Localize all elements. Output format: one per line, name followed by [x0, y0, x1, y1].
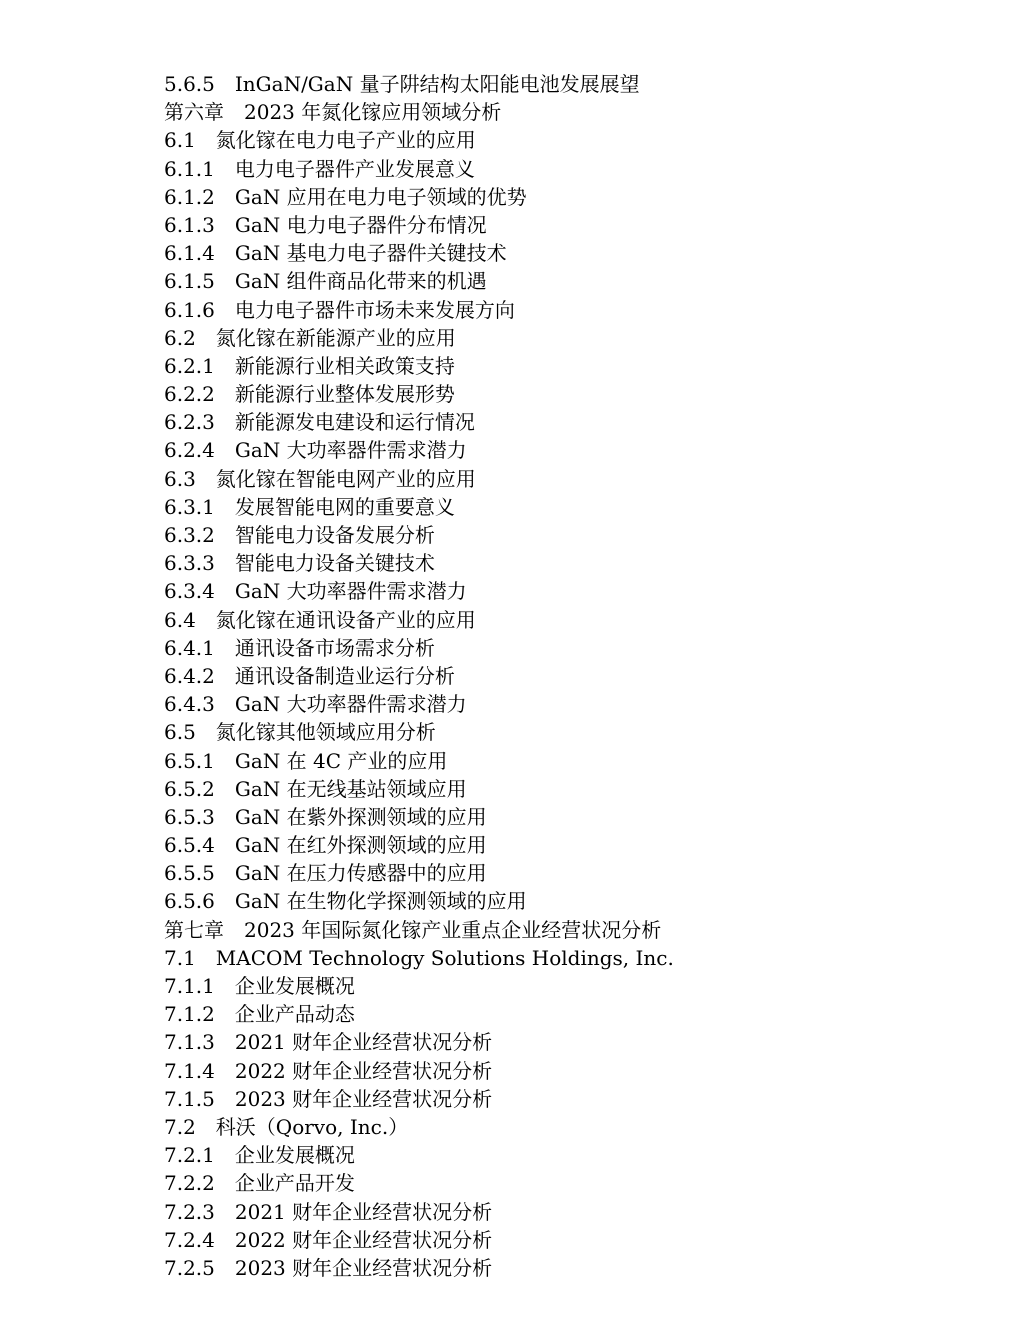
toc-line: 6.2.1 新能源行业相关政策支持: [164, 353, 455, 378]
toc-line: 6.4.2 通讯设备制造业运行分析: [164, 663, 455, 688]
toc-line: 6.4.1 通讯设备市场需求分析: [164, 635, 435, 660]
toc-line: 7.2.3 2021 财年企业经营状况分析: [164, 1199, 493, 1224]
chapter-heading: 第七章 2023 年国际氮化镓产业重点企业经营状况分析: [164, 917, 662, 942]
toc-line: 6.5 氮化镓其他领域应用分析: [164, 720, 436, 745]
toc-line: 7.1.4 2022 财年企业经营状况分析: [164, 1058, 493, 1083]
toc-line: 7.1.3 2021 财年企业经营状况分析: [164, 1030, 493, 1055]
toc-line: 6.1.2 GaN 应用在电力电子领域的优势: [164, 184, 527, 209]
toc-line: 5.6.5 InGaN/GaN 量子阱结构太阳能电池发展展望: [164, 72, 640, 96]
toc-line: 7.2.4 2022 财年企业经营状况分析: [164, 1227, 493, 1252]
toc-line: 6.5.1 GaN 在 4C 产业的应用: [164, 748, 448, 773]
toc-line: 6.2.2 新能源行业整体发展形势: [164, 382, 455, 407]
toc-line: 7.2 科沃（Qorvo, Inc.）: [164, 1114, 409, 1139]
toc-line: 7.2.5 2023 财年企业经营状况分析: [164, 1255, 493, 1280]
toc-line: 6.2.3 新能源发电建设和运行情况: [164, 410, 475, 435]
toc-line: 6.5.2 GaN 在无线基站领域应用: [164, 776, 467, 801]
chapter-heading: 第六章 2023 年氮化镓应用领域分析: [164, 100, 502, 125]
toc-line: 6.3.2 智能电力设备发展分析: [164, 523, 435, 547]
toc-line: 6.5.4 GaN 在红外探测领域的应用: [164, 833, 487, 858]
toc-line: 6.1.5 GaN 组件商品化带来的机遇: [164, 269, 487, 294]
toc-line: 6.3.1 发展智能电网的重要意义: [164, 494, 455, 519]
toc-line: 6.3 氮化镓在智能电网产业的应用: [164, 466, 476, 491]
toc-line: 6.1 氮化镓在电力电子产业的应用: [164, 128, 476, 153]
toc-line: 6.5.5 GaN 在压力传感器中的应用: [164, 861, 487, 886]
toc-line: 6.4 氮化镓在通讯设备产业的应用: [164, 607, 476, 632]
toc-line: 6.2 氮化镓在新能源产业的应用: [164, 325, 456, 350]
toc-line: 7.2.2 企业产品开发: [164, 1171, 355, 1196]
toc-line: 6.1.4 GaN 基电力电子器件关键技术: [164, 241, 507, 266]
toc-line: 6.3.4 GaN 大功率器件需求潜力: [164, 579, 467, 604]
toc-line: 7.1.2 企业产品动态: [164, 1002, 355, 1027]
toc-line: 6.1.3 GaN 电力电子器件分布情况: [164, 212, 487, 237]
toc-line: 7.1.5 2023 财年企业经营状况分析: [164, 1086, 493, 1111]
table-of-contents: [164, 70, 674, 1282]
toc-line: 6.5.6 GaN 在生物化学探测领域的应用: [164, 889, 527, 914]
toc-line: 6.1.6 电力电子器件市场未来发展方向: [164, 297, 515, 322]
toc-line: 7.1 MACOM Technology Solutions Holdings, Inc.: [164, 945, 674, 970]
toc-line: 6.4.3 GaN 大功率器件需求潜力: [164, 692, 467, 717]
toc-line: 6.3.3 智能电力设备关键技术: [164, 551, 435, 576]
toc-line: 7.2.1 企业发展概况: [164, 1143, 355, 1168]
toc-line: 7.1.1 企业发展概况: [164, 974, 355, 998]
toc-line: 6.5.3 GaN 在紫外探测领域的应用: [164, 804, 487, 829]
toc-line: 6.2.4 GaN 大功率器件需求潜力: [164, 438, 467, 463]
toc-line: 6.1.1 电力电子器件产业发展意义: [164, 156, 475, 181]
